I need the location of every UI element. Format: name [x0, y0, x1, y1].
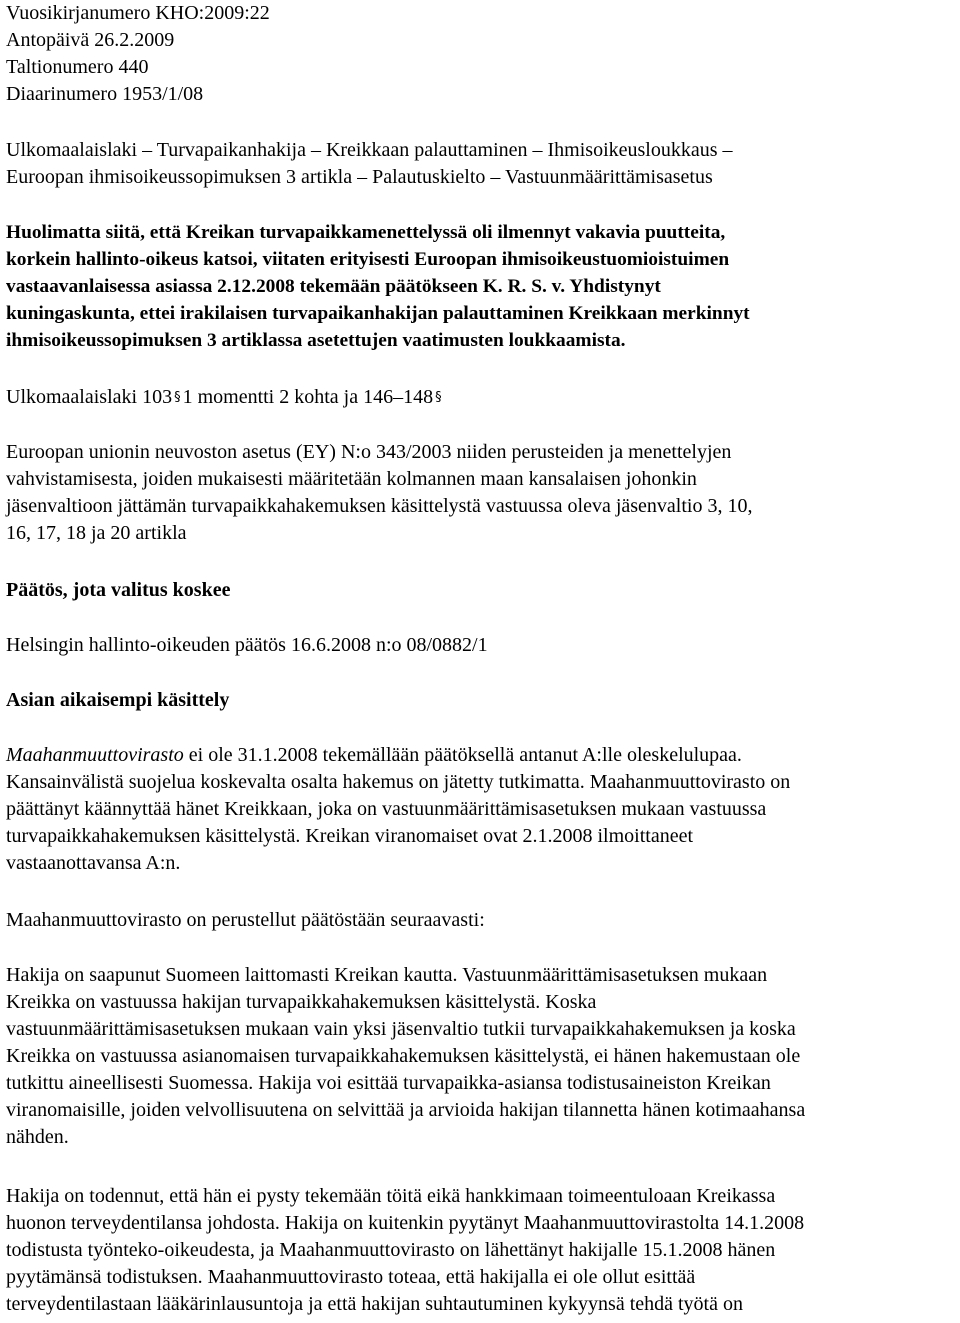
grounds-line: Hakija on saapunut Suomeen laittomasti Kreikan kautta. Vastuunmäärittämisasetuksen mukaan [6, 964, 768, 986]
decision-heading: Päätös, jota valitus koskee [6, 579, 231, 601]
section-symbol: § [435, 390, 442, 405]
law-reference [6, 384, 956, 411]
grounds-paragraph-2 [6, 1183, 956, 1318]
diary-number: Diaarinumero 1953/1/08 [6, 83, 204, 105]
keywords [6, 137, 956, 191]
summary-line: korkein hallinto-oikeus katsoi, viitaten erityisesti Euroopan ihmisoikeustuomioistuimen [6, 249, 730, 270]
yearbook-number: Vuosikirjanumero KHO:2009:22 [6, 2, 270, 24]
history-line: turvapaikkahakemuksen käsittelystä. Kreikan viranomaiset ovat 2.1.2008 ilmoittaneet [6, 825, 694, 847]
history-paragraph [6, 742, 956, 877]
grounds-line: terveydentilastaan lääkärinlausuntoja ja että hakijan suhtautuminen kykyynsä tehdä työtä on [6, 1293, 743, 1315]
decision-date: Antopäivä 26.2.2009 [6, 29, 175, 51]
regulation-reference [6, 439, 956, 547]
history-heading: Asian aikaisempi käsittely [6, 689, 230, 711]
record-number: Taltionumero 440 [6, 56, 149, 78]
grounds-line: viranomaisille, joiden velvollisuutena on selvittää ja arvioida hakijan tilannetta hänen kotimaahansa [6, 1099, 806, 1121]
law-text: Ulkomaalaislaki 103 [6, 386, 173, 408]
regulation-line: jäsenvaltioon jättämän turvapaikkahakemuksen käsittelystä vastuussa oleva jäsenvaltio 3, 10, [6, 495, 753, 517]
history-line: päättänyt käännyttää hänet Kreikkaan, joka on vastuunmäärittämisasetuksen mukaan vastuussa [6, 798, 767, 820]
keywords-line: Euroopan ihmisoikeussopimuksen 3 artikla – Palautuskielto – Vastuunmäärittämisasetus [6, 166, 713, 188]
agency-name: Maahanmuuttovirasto [6, 744, 184, 766]
grounds-line: vastuunmäärittämisasetuksen mukaan vain yksi jäsenvaltio tutkii turvapaikkahakemuksen ja koska [6, 1018, 796, 1040]
grounds-line: tutkittu aineellisesti Suomessa. Hakija voi esittää turvapaikka-asiansa todistusaineiston Kreikan [6, 1072, 771, 1094]
grounds-line: Kreikka on vastuussa hakijan turvapaikkahakemuksen käsittelystä. Koska [6, 991, 597, 1013]
summary-line: Huolimatta siitä, että Kreikan turvapaikkamenettelyssä oli ilmennyt vakavia puutteita, [6, 222, 726, 243]
summary-line: kuningaskunta, ettei irakilaisen turvapaikanhakijan palauttaminen Kreikkaan merkinnyt [6, 303, 750, 324]
summary-line: vastaavanlaisessa asiassa 2.12.2008 tekemään päätökseen K. R. S. v. Yhdistynyt [6, 276, 661, 297]
grounds-line: huonon terveydentilansa johdosta. Hakija on kuitenkin pyytänyt Maahanmuuttovirastolta 14.1.2008 [6, 1212, 805, 1234]
history-line: Kansainvälistä suojelua koskevalta osalta hakemus on jätetty tutkimatta. Maahanmuuttovirasto on [6, 771, 791, 793]
grounds-line: pyytämänsä todistuksen. Maahanmuuttovirasto toteaa, että hakijalla ei ole ollut esittää [6, 1266, 696, 1288]
decision-text: Helsingin hallinto-oikeuden päätös 16.6.2008 n:o 08/0882/1 [6, 634, 488, 656]
grounds-intro: Maahanmuuttovirasto on perustellut päätöstään seuraavasti: [6, 909, 485, 931]
history-line: vastaanottavansa A:n. [6, 852, 181, 874]
grounds-paragraph-1 [6, 962, 956, 1151]
history-text: ei ole 31.1.2008 tekemällään päätöksellä antanut A:lle oleskelulupaa. [183, 744, 742, 766]
grounds-line: nähden. [6, 1126, 69, 1148]
grounds-line: Kreikka on vastuussa asianomaisen turvapaikkahakemuksen käsittelystä, ei hänen hakemustaan ole [6, 1045, 801, 1067]
summary-line: ihmisoikeussopimuksen 3 artiklassa asetettujen vaatimusten loukkaamista. [6, 330, 626, 351]
regulation-line: vahvistamisesta, joiden mukaisesti määritetään kolmannen maan kansalaisen johonkin [6, 468, 697, 490]
regulation-line: 16, 17, 18 ja 20 artikla [6, 522, 187, 544]
regulation-line: Euroopan unionin neuvoston asetus (EY) N:o 343/2003 niiden perusteiden ja menettelyjen [6, 441, 732, 463]
law-text: 1 momentti 2 kohta ja 146–148 [182, 386, 434, 408]
summary [6, 219, 956, 354]
grounds-line: todistusta työnteko-oikeudesta, ja Maahanmuuttovirasto on lähettänyt hakijalle 15.1.2008 hänen [6, 1239, 776, 1261]
section-symbol: § [174, 390, 181, 405]
keywords-line: Ulkomaalaislaki – Turvapaikanhakija – Kreikkaan palauttaminen – Ihmisoikeusloukkaus – [6, 139, 733, 161]
case-metadata [6, 0, 270, 108]
grounds-line: Hakija on todennut, että hän ei pysty tekemään töitä eikä hankkimaan toimeentuloaan Kreikassa [6, 1185, 776, 1207]
